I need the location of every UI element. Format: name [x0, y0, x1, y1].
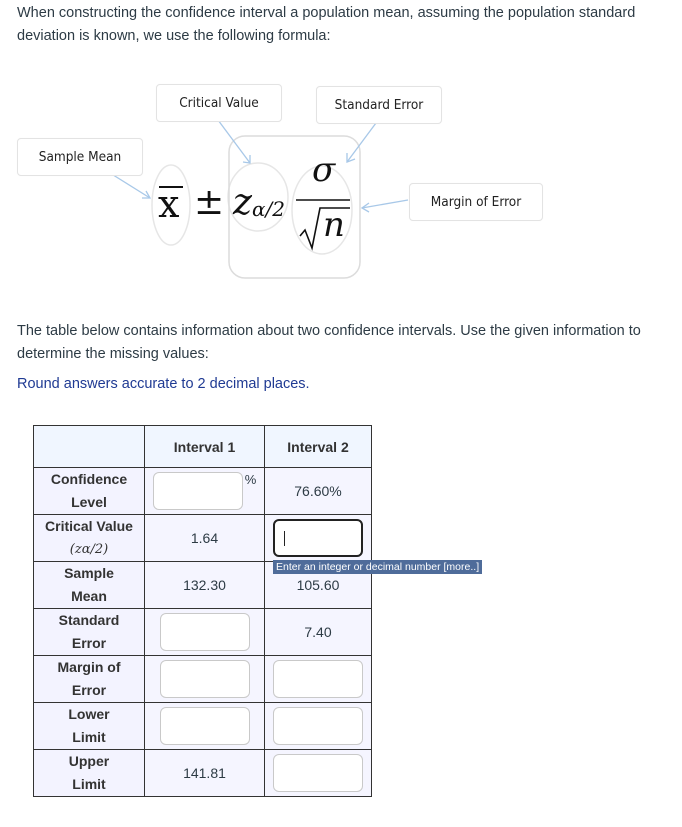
row-label-lower-limit: Lower Limit — [34, 703, 145, 750]
row-label-confidence-level: Confidence Level — [34, 468, 145, 515]
margin-of-error-input-2[interactable] — [273, 660, 363, 698]
row-label-critical-value: Critical Value (zα/2) — [34, 515, 145, 562]
table-intro: The table below contains information about two confidence intervals. Use the given information to determine the missing values: — [17, 323, 641, 362]
row-label-sample-mean: Sample Mean — [34, 562, 145, 609]
n-symbol: n — [323, 205, 345, 245]
header-interval-1: Interval 1 — [145, 426, 265, 468]
lower-limit-input-1[interactable] — [160, 707, 250, 745]
z-symbol: z — [233, 182, 252, 223]
cell-i1-critical-value: 1.64 — [145, 515, 265, 562]
formula-diagram — [0, 70, 682, 300]
percent-sign: % — [244, 472, 257, 487]
cell-i2-lower-limit — [265, 703, 372, 750]
margin-of-error-input-1[interactable] — [160, 660, 250, 698]
cell-i1-confidence-level — [145, 468, 265, 515]
cell-i2-standard-error: 7.40 — [265, 609, 372, 656]
table-row — [34, 703, 372, 750]
lower-limit-input-2[interactable] — [273, 707, 363, 745]
cell-i2-margin-of-error — [265, 656, 372, 703]
tooltip-text: Enter an integer or decimal number — [276, 561, 441, 573]
alpha-subscript: α/2 — [252, 197, 285, 221]
standard-error-label: Standard Error — [316, 86, 442, 124]
cell-i1-margin-of-error — [145, 656, 265, 703]
critical-value-label: Critical Value — [156, 84, 282, 122]
round-note: Round answers accurate to 2 decimal places. — [17, 376, 310, 392]
sigma-symbol: σ — [312, 150, 336, 190]
row-label-upper-limit: Upper Limit — [34, 750, 145, 797]
xbar-symbol: x — [158, 182, 180, 226]
table-row — [34, 515, 372, 562]
cell-i2-confidence-level: 76.60% — [265, 468, 372, 515]
header-interval-2: Interval 2 — [265, 426, 372, 468]
row-label-standard-error: Standard Error — [34, 609, 145, 656]
confidence-level-input-1[interactable] — [153, 472, 243, 510]
table-row — [34, 609, 372, 656]
cell-i2-upper-limit — [265, 750, 372, 797]
critical-value-input-2[interactable] — [273, 519, 363, 557]
cell-i1-upper-limit: 141.81 — [145, 750, 265, 797]
cell-i1-standard-error — [145, 609, 265, 656]
sample-mean-label: Sample Mean — [17, 138, 143, 176]
table-row — [34, 750, 372, 797]
cell-i2-critical-value — [265, 515, 372, 562]
text-caret — [284, 531, 285, 546]
table-row — [34, 656, 372, 703]
intro-text: When constructing the confidence interval a population mean, assuming the population standard deviation is known, we use the following formula: — [17, 5, 636, 44]
margin-of-error-label: Margin of Error — [409, 183, 543, 221]
table-header-row — [34, 426, 372, 468]
input-hint-tooltip — [273, 560, 482, 574]
plus-minus-symbol: ± — [194, 182, 225, 223]
cell-i2-sample-mean: 105.60 — [265, 562, 372, 609]
standard-error-input-1[interactable] — [160, 613, 250, 651]
cell-i1-sample-mean: 132.30 — [145, 562, 265, 609]
table-row — [34, 468, 372, 515]
tooltip-more-link[interactable]: [more..] — [443, 561, 480, 573]
header-corner — [34, 426, 145, 468]
intervals-table — [33, 425, 372, 797]
cell-i1-lower-limit — [145, 703, 265, 750]
row-label-margin-of-error: Margin of Error — [34, 656, 145, 703]
upper-limit-input-2[interactable] — [273, 754, 363, 792]
